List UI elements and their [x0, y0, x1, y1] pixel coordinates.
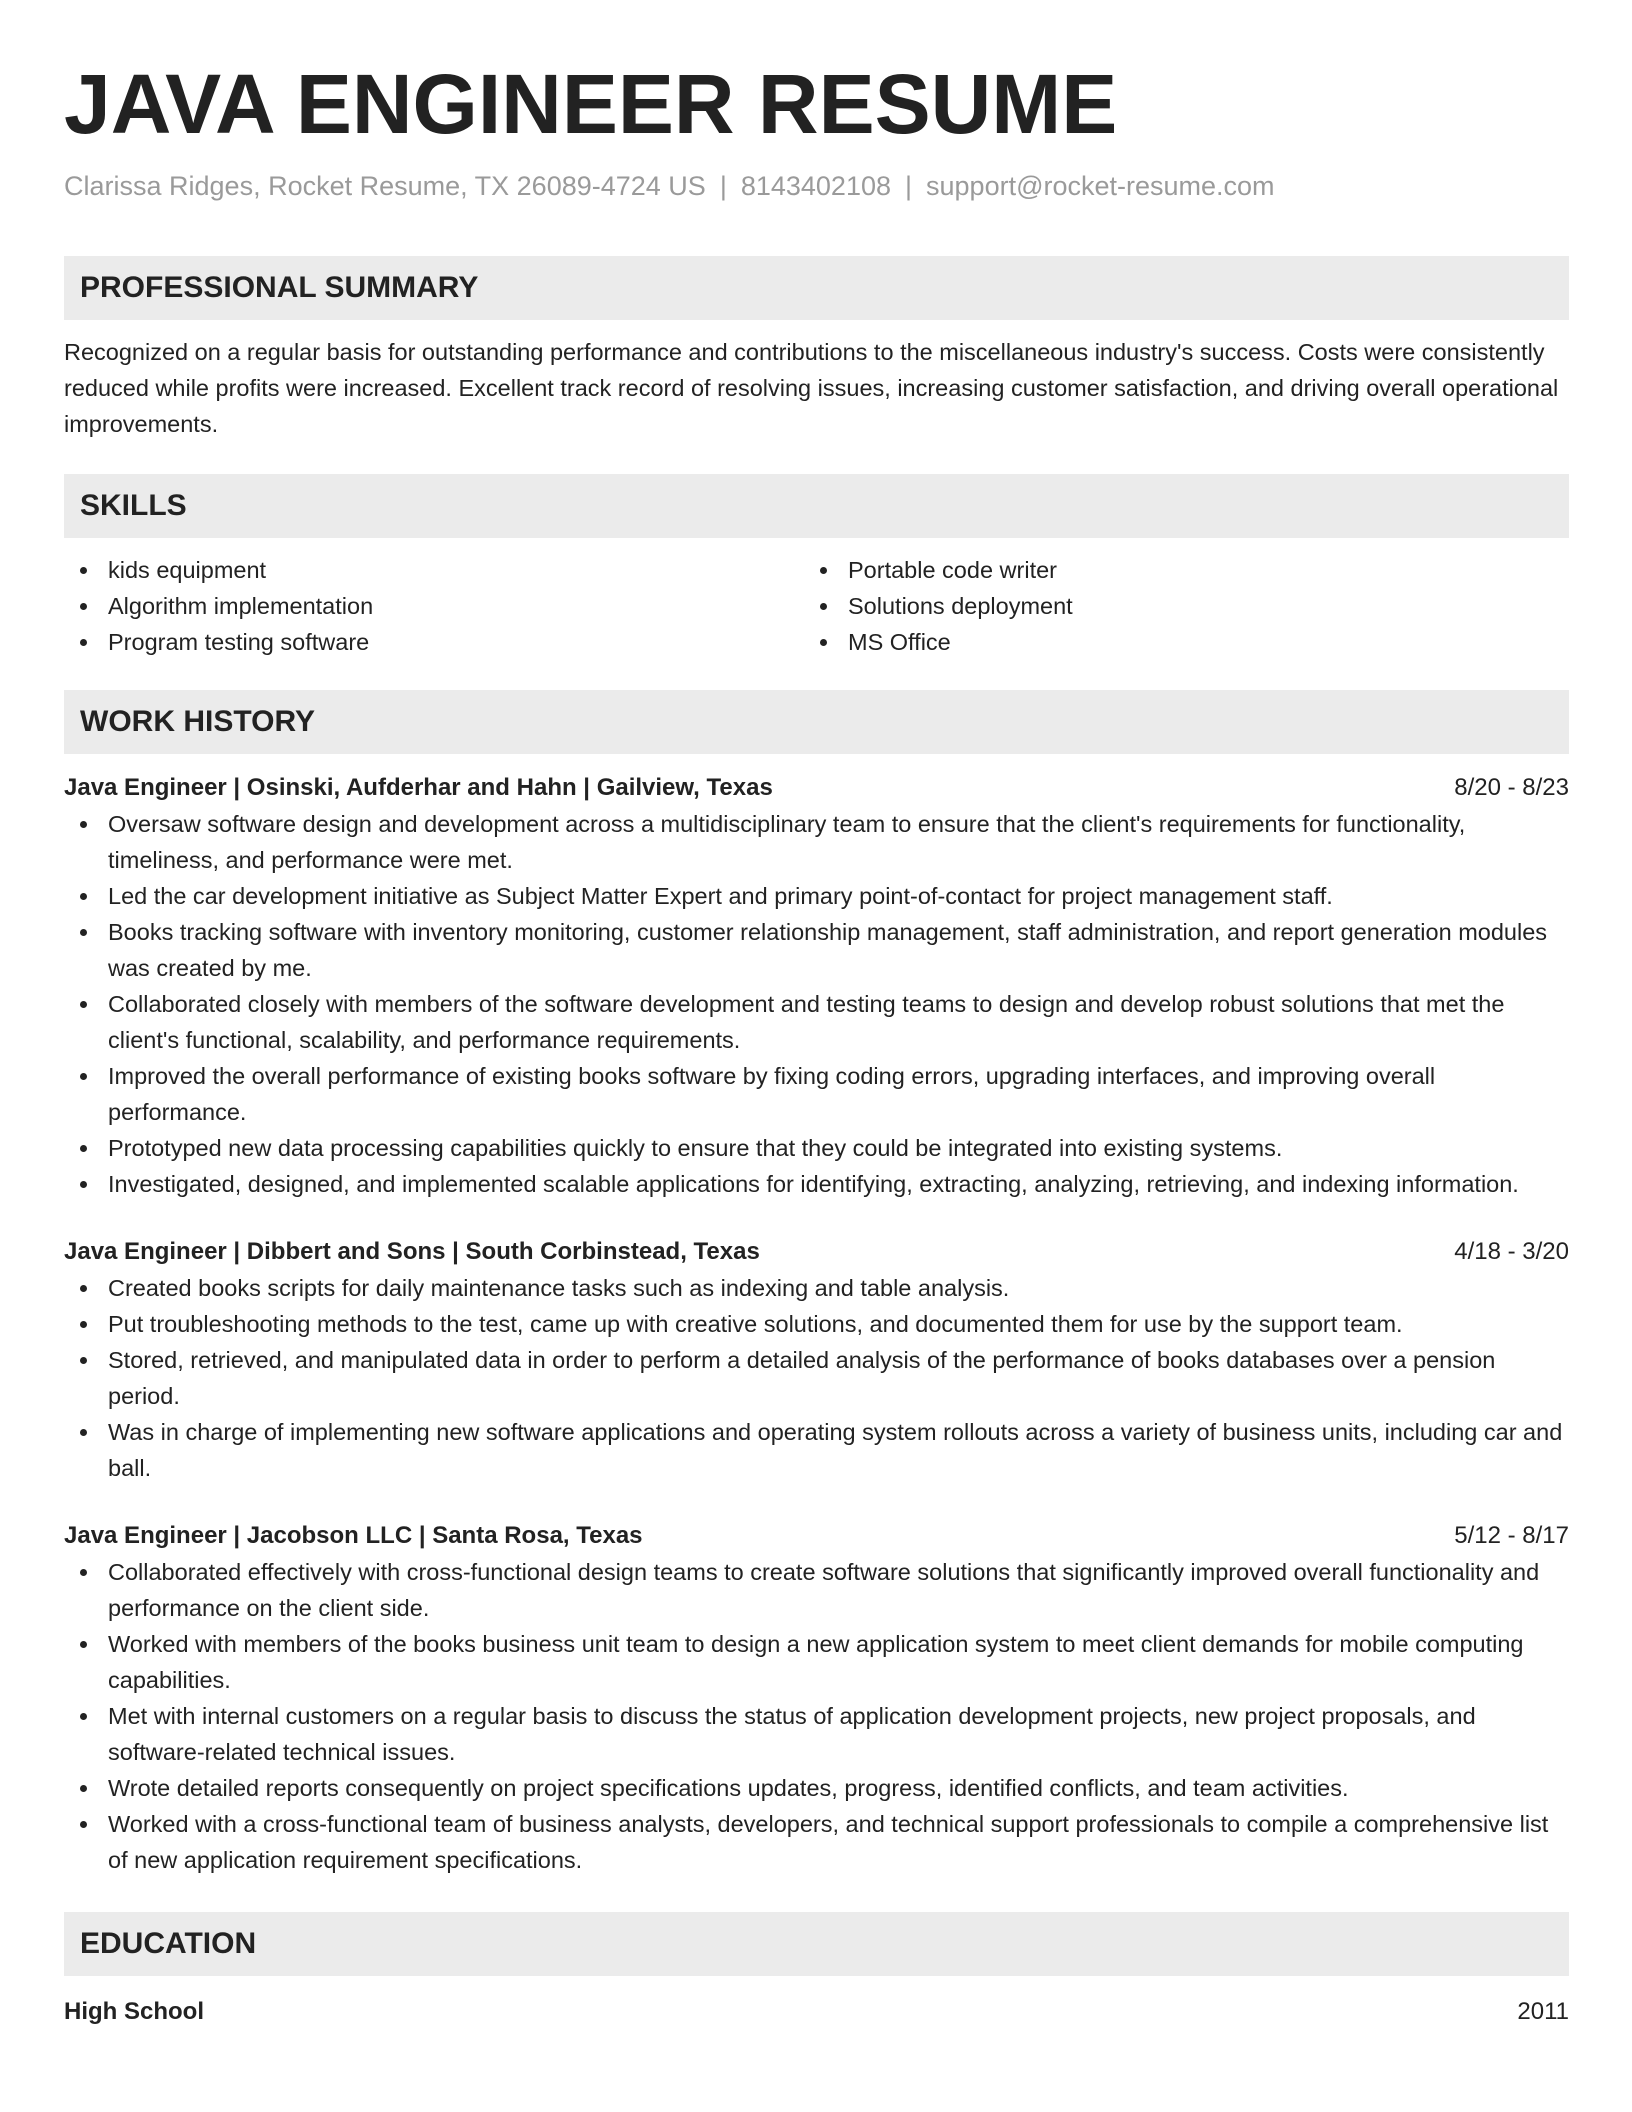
skills-heading: SKILLS [64, 474, 1569, 538]
bullet-dot-icon [80, 603, 87, 610]
job-duty [64, 1554, 1569, 1626]
job-duty-text: Worked with members of the books business unit team to design a new application system to meet client demands for mobile computing capabilities. [108, 1631, 1524, 1693]
job-duties [64, 1270, 1569, 1486]
skills-list [64, 552, 1569, 660]
skill-item [804, 588, 1544, 624]
job-duty [64, 1270, 1569, 1306]
job-header [64, 1518, 1569, 1554]
bullet-dot-icon [80, 1785, 87, 1792]
bullet-dot-icon [80, 1357, 87, 1364]
contact-address: Clarissa Ridges, Rocket Resume, TX 26089-4724 US [64, 171, 706, 201]
bullet-dot-icon [80, 1429, 87, 1436]
job-duty-text: Collaborated effectively with cross-functional design teams to create software solutions that significantly improved overall functionality and performance on the client side. [108, 1559, 1540, 1621]
job-duty-text: Created books scripts for daily maintenance tasks such as indexing and table analysis. [108, 1275, 1010, 1301]
skill-item [64, 552, 804, 588]
job-duty [64, 1414, 1569, 1486]
job-dates: 8/20 - 8/23 [1454, 774, 1569, 801]
skill-item [64, 588, 804, 624]
job-duty-text: Led the car development initiative as Subject Matter Expert and primary point-of-contact for project management staff. [108, 883, 1333, 909]
education-entry [64, 1994, 1569, 2030]
job-duty [64, 878, 1569, 914]
job-title: Java Engineer | Dibbert and Sons | South Corbinstead, Texas [64, 1238, 760, 1265]
job-duty-text: Prototyped new data processing capabilities quickly to ensure that they could be integrated into existing systems. [108, 1135, 1283, 1161]
job-duty-text: Stored, retrieved, and manipulated data in order to perform a detailed analysis of the performance of books databases over a pension period. [108, 1347, 1496, 1409]
contact-separator: | [719, 171, 727, 201]
bullet-dot-icon [80, 821, 87, 828]
education-year: 2011 [1517, 1998, 1569, 2025]
bullet-dot-icon [80, 567, 87, 574]
education-heading: EDUCATION [64, 1912, 1569, 1976]
bullet-dot-icon [820, 639, 827, 646]
skill-item-text: MS Office [848, 629, 951, 655]
skill-item-text: Solutions deployment [848, 593, 1073, 619]
bullet-dot-icon [80, 1073, 87, 1080]
contact-line [64, 168, 1569, 204]
bullet-dot-icon [80, 1321, 87, 1328]
job-title: Java Engineer | Osinski, Aufderhar and Hahn | Gailview, Texas [64, 774, 773, 801]
bullet-dot-icon [820, 603, 827, 610]
bullet-dot-icon [80, 1821, 87, 1828]
job-duty [64, 1806, 1569, 1878]
bullet-dot-icon [80, 893, 87, 900]
summary-text: Recognized on a regular basis for outstanding performance and contributions to the miscellaneous industry's success. Costs were consistently reduced while profits were increased. Excellent track record of resolving issues, increasing customer satisfaction, and driving overall operational improvements. [64, 339, 1559, 437]
job-duty [64, 1698, 1569, 1770]
bullet-dot-icon [80, 1285, 87, 1292]
skill-item [64, 624, 804, 660]
bullet-dot-icon [80, 1001, 87, 1008]
job-duty-text: Wrote detailed reports consequently on project specifications updates, progress, identified conflicts, and team activities. [108, 1775, 1349, 1801]
job-dates: 5/12 - 8/17 [1454, 1522, 1569, 1549]
bullet-dot-icon [80, 1713, 87, 1720]
skill-item [804, 552, 1544, 588]
job-duties [64, 806, 1569, 1202]
job-duty [64, 986, 1569, 1058]
job-duty-text: Was in charge of implementing new software applications and operating system rollouts across a variety of business units, including car and ball. [108, 1419, 1563, 1481]
skills-column-left [64, 552, 804, 660]
job-duty [64, 1306, 1569, 1342]
job-header [64, 770, 1569, 806]
bullet-dot-icon [80, 1569, 87, 1576]
summary-heading: PROFESSIONAL SUMMARY [64, 256, 1569, 320]
contact-separator: | [905, 171, 913, 201]
work-history-list [64, 770, 1569, 1878]
job-entry [64, 1234, 1569, 1486]
bullet-dot-icon [820, 567, 827, 574]
job-duty-text: Books tracking software with inventory monitoring, customer relationship management, staff administration, and report generation modules was created by me. [108, 919, 1548, 981]
job-duty [64, 1130, 1569, 1166]
job-duty-text: Improved the overall performance of existing books software by fixing coding errors, upgrading interfaces, and improving overall performance. [108, 1063, 1436, 1125]
education-school: High School [64, 1998, 204, 2025]
bullet-dot-icon [80, 1641, 87, 1648]
job-duty [64, 1626, 1569, 1698]
job-duty [64, 914, 1569, 986]
bullet-dot-icon [80, 1145, 87, 1152]
job-duty-text: Oversaw software design and development across a multidisciplinary team to ensure that the client's requirements for functionality, timeliness, and performance were met. [108, 811, 1466, 873]
contact-phone: 8143402108 [740, 171, 891, 201]
job-duty-text: Investigated, designed, and implemented scalable applications for identifying, extracting, analyzing, retrieving, and indexing information. [108, 1171, 1519, 1197]
skill-item-text: Program testing software [108, 629, 370, 655]
skill-item-text: Algorithm implementation [108, 593, 374, 619]
work-history-heading: WORK HISTORY [64, 690, 1569, 754]
job-duties [64, 1554, 1569, 1878]
skills-column-right [804, 552, 1544, 660]
job-duty [64, 1166, 1569, 1202]
job-duty-text: Worked with a cross-functional team of business analysts, developers, and technical support professionals to compile a comprehensive list of new application requirement specifications. [108, 1811, 1549, 1873]
job-entry [64, 770, 1569, 1202]
job-duty-text: Put troubleshooting methods to the test, came up with creative solutions, and documented them for use by the support team. [108, 1311, 1403, 1337]
job-duty [64, 1058, 1569, 1130]
bullet-dot-icon [80, 1181, 87, 1188]
bullet-dot-icon [80, 929, 87, 936]
job-duty [64, 1342, 1569, 1414]
skill-item [804, 624, 1544, 660]
contact-email[interactable]: support@rocket-resume.com [926, 171, 1275, 201]
skill-item-text: Portable code writer [848, 557, 1057, 583]
job-duty [64, 1770, 1569, 1806]
job-entry [64, 1518, 1569, 1878]
job-duty [64, 806, 1569, 878]
skill-item-text: kids equipment [108, 557, 267, 583]
bullet-dot-icon [80, 639, 87, 646]
job-title: Java Engineer | Jacobson LLC | Santa Rosa, Texas [64, 1522, 643, 1549]
job-header [64, 1234, 1569, 1270]
job-duty-text: Met with internal customers on a regular basis to discuss the status of application development projects, new project proposals, and software-related technical issues. [108, 1703, 1476, 1765]
job-dates: 4/18 - 3/20 [1454, 1238, 1569, 1265]
resume-title: JAVA ENGINEER RESUME [64, 57, 1118, 151]
job-duty-text: Collaborated closely with members of the software development and testing teams to design and develop robust solutions that met the client's functional, scalability, and performance requirements. [108, 991, 1505, 1053]
